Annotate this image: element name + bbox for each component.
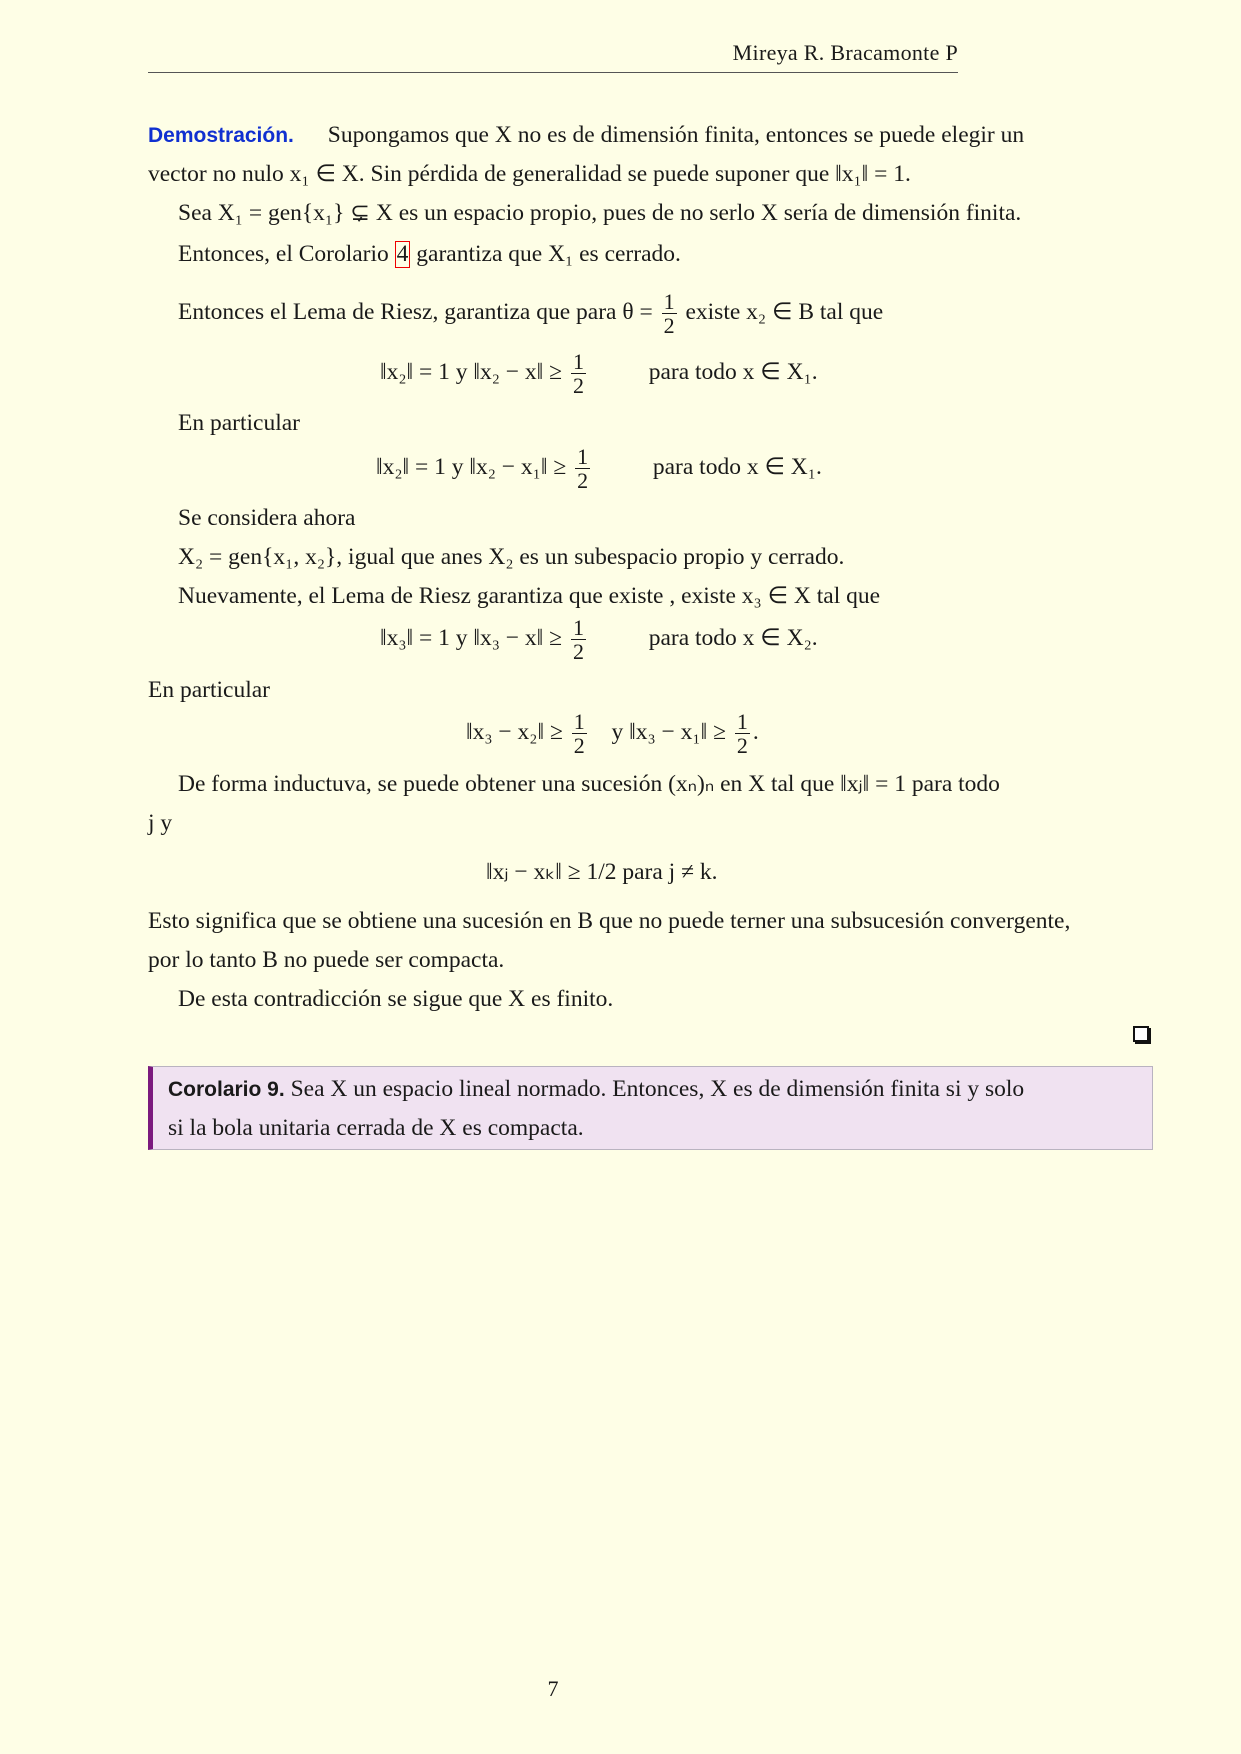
proof-text-1: Supongamos que X no es de dimensión finita, entonces se puede elegir un	[327, 122, 1025, 148]
proof-line-10: j y	[148, 810, 173, 836]
proof-line-12: por lo tanto B no puede ser compacta.	[148, 947, 505, 973]
proof-line-4-pre: Entonces, el Corolario	[178, 241, 395, 267]
equation-1	[380, 350, 818, 397]
corollary-reference-link[interactable]: 4	[396, 241, 409, 267]
proof-line-5-pre: Entonces el Lema de Riesz, garantiza que para θ =	[178, 298, 653, 325]
fraction-half: $\frac{1}{2}$	[572, 349, 584, 399]
corollary-label: Corolario 9.	[168, 1078, 285, 1101]
equation-5: ‖xⱼ − xₖ‖ ≥ 1/2 para j ≠ k.	[486, 859, 718, 885]
proof-line-5-post: existe x₂ ∈ B tal que	[685, 298, 884, 325]
proof-line-5	[178, 290, 883, 337]
equation-1-left: ‖x₂‖ = 1 y ‖x₂ − x‖ ≥	[380, 358, 563, 385]
proof-line-13: De esta contradicción se sigue que X es finito.	[178, 986, 614, 1012]
equation-4-end: .	[752, 718, 759, 745]
header-author: Mireya R. Bracamonte P	[732, 40, 958, 65]
equation-3-right: para todo x ∈ X₂.	[648, 624, 818, 651]
equation-4	[466, 710, 759, 757]
equation-4-a: ‖x₃ − x₂‖ ≥	[466, 718, 563, 745]
fraction-half: $\frac{1}{2}$	[577, 444, 589, 494]
page-number: 7	[547, 1676, 559, 1701]
equation-2-left: ‖x₂‖ = 1 y ‖x₂ − x₁‖ ≥	[376, 453, 567, 480]
equation-3	[380, 616, 818, 663]
proof-line-6: Se considera ahora	[178, 505, 356, 531]
fraction-half: $\frac{1}{2}$	[572, 615, 584, 665]
equation-2-right: para todo x ∈ X₁.	[652, 453, 822, 480]
proof-line-1	[148, 124, 1024, 148]
equation-2	[376, 445, 822, 492]
corollary-line-1	[168, 1076, 1024, 1103]
page	[148, 0, 1153, 1754]
qed-square-icon	[1133, 1026, 1149, 1042]
running-header	[148, 38, 958, 73]
proof-line-11: Esto significa que se obtiene una sucesión en B que no puede terner una subsucesión convergente,	[148, 908, 1071, 934]
equation-4-mid: y ‖x₃ − x₁‖ ≥	[611, 718, 726, 745]
equation-1-right: para todo x ∈ X₁.	[648, 358, 818, 385]
fraction-half: $\frac{1}{2}$	[736, 709, 748, 759]
proof-line-8: Nuevamente, el Lema de Riesz garantiza que existe , existe x₃ ∈ X tal que	[178, 583, 881, 609]
equation-3-left: ‖x₃‖ = 1 y ‖x₃ − x‖ ≥	[380, 624, 563, 651]
fraction-half: $\frac{1}{2}$	[663, 289, 675, 339]
proof-line-7: X₂ = gen{x₁, x₂}, igual que anes X₂ es un subespacio propio y cerrado.	[178, 544, 845, 570]
corollary-text-1: Sea X un espacio lineal normado. Entonces, X es de dimensión finita si y solo	[284, 1076, 1025, 1102]
corollary-line-2: si la bola unitaria cerrada de X es compacta.	[168, 1115, 584, 1141]
en-particular-2: En particular	[148, 677, 271, 703]
fraction-half: $\frac{1}{2}$	[573, 709, 585, 759]
proof-line-3: Sea X₁ = gen{x₁} ⊊ X es un espacio propio, pues de no serlo X sería de dimensión finita.	[178, 200, 1022, 226]
proof-line-2: vector no nulo x₁ ∈ X. Sin pérdida de generalidad se puede suponer que ‖x₁‖ = 1.	[148, 161, 911, 187]
proof-line-4	[178, 241, 681, 268]
proof-line-9: De forma inductuva, se puede obtener una sucesión (xₙ)ₙ en X tal que ‖xⱼ‖ = 1 para todo	[178, 771, 1000, 797]
corollary-box	[148, 1066, 1153, 1150]
proof-line-4-post: garantiza que X₁ es cerrado.	[410, 241, 681, 267]
proof-label: Demostración.	[148, 124, 294, 147]
en-particular-1: En particular	[178, 410, 301, 436]
